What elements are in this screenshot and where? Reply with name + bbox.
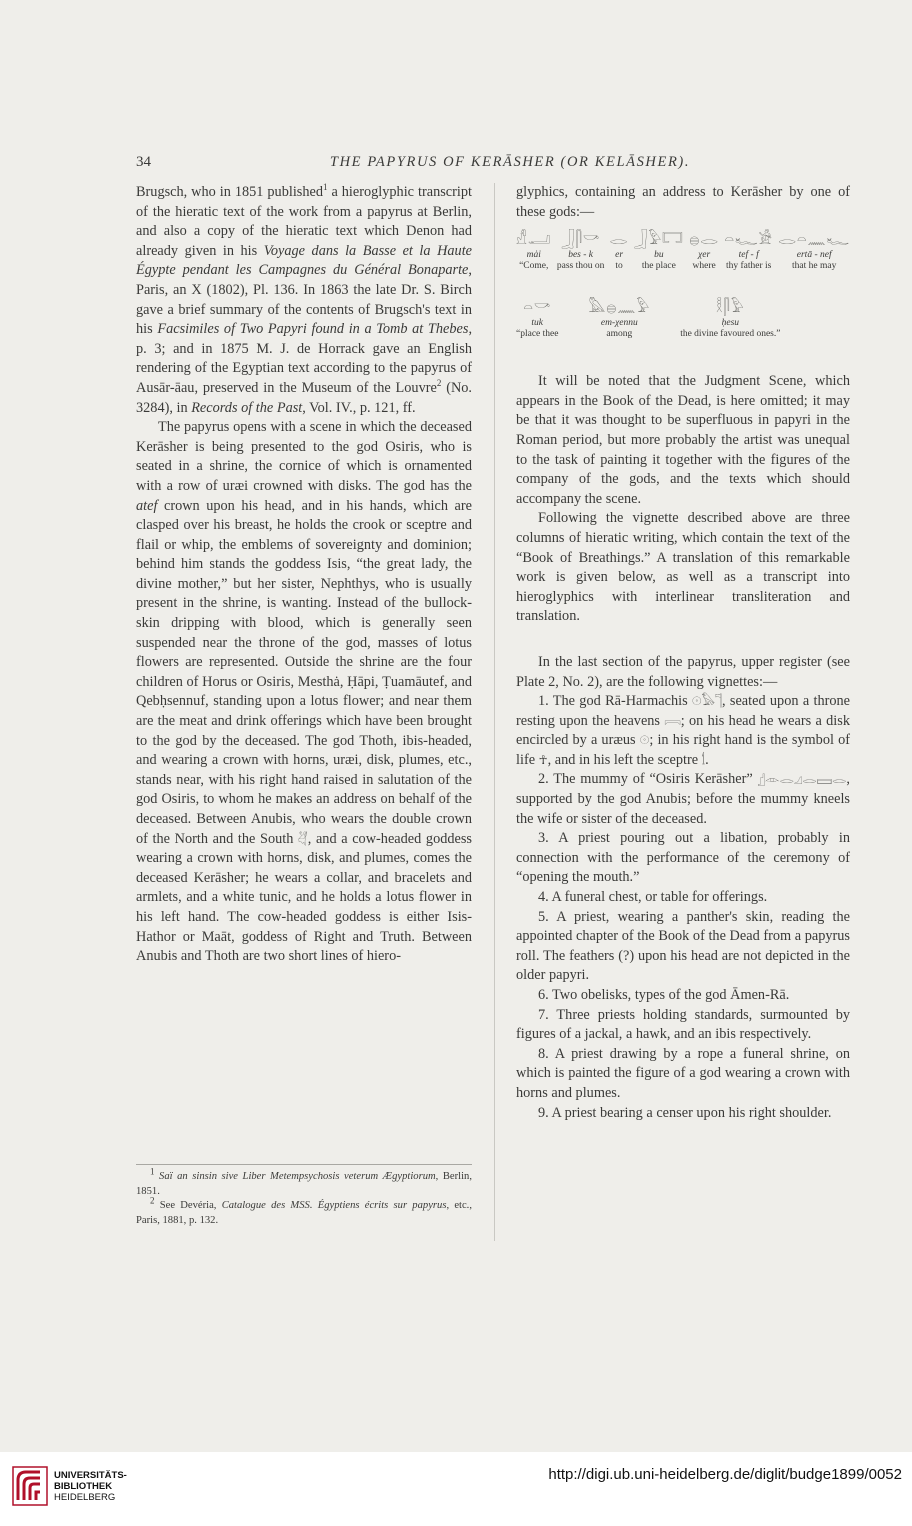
text-run: , supported by the god Anubis; before the mummy kneels the wife or sister of the deceased. [516, 771, 850, 827]
column-divider [494, 183, 495, 1241]
library-logo[interactable] [12, 1466, 127, 1506]
hieroglyph-icon: 𓂋𓏏𓈖𓆑 [778, 230, 850, 249]
text-run: The papyrus opens with a scene in which the deceased Kerāsher is being presented to the god Osiris, who is seated in a shrine, the cornice of which is ornamented with a row of uræi crowned with disks. The god has the [136, 419, 472, 494]
transliteration: χer [698, 250, 711, 261]
inline-hieroglyph-icon: 𓊨𓁹𓂋𓈎𓂋𓈙𓂋 [757, 772, 847, 787]
vignette-item-9 [516, 1104, 850, 1124]
gloss: “Come, [519, 261, 549, 272]
hieroglyph-icon: 𓃀𓅱𓉐 [633, 230, 684, 249]
hieroglyph-icon: 𓂋 [609, 230, 629, 249]
page-number: 34 [136, 154, 151, 170]
text-run: , Paris, an X (1802), Pl. 136. In 1863 the late Dr. S. Birch gave a brief summary of the contents of Brugsch's text in his [136, 262, 472, 338]
hieroglyph-icon: 𓐍𓂋 [689, 230, 720, 249]
text-run: 4. A funeral chest, or table for offerings. [538, 889, 768, 906]
transliteration: tuk [531, 318, 544, 329]
text-run: Saï an sinsin sive Liber Metempsychosis veterum Ægyptiorum [159, 1171, 436, 1182]
paragraph [136, 418, 472, 967]
logo-line: BIBLIOTHEK [54, 1480, 113, 1492]
running-title: THE PAPYRUS OF KERĀSHER (OR KELĀSHER). [329, 154, 691, 170]
text-run: Voyage dans la Basse et la Haute Égypte pendant les Campagnes du Général Bonaparte [136, 242, 473, 279]
transliteration: bes - k [568, 250, 593, 261]
gloss: pass thou on [556, 261, 605, 272]
text-run: 2. The mummy of “Osiris Kerāsher” [538, 771, 758, 788]
gloss: “place thee [516, 329, 559, 340]
hieroglyph-group [516, 228, 551, 272]
text-run: ; on his head he wears a disk encircled by a uræus [516, 712, 850, 749]
paragraph [516, 372, 850, 509]
text-run: 5. A priest, wearing a panther's skin, reading the appointed chapter of the Book of the Dead from a papyrus roll. The feathers (?) upon his head are not depicted in the older papyri. [516, 908, 850, 984]
transliteration: ertā - nef [796, 250, 832, 261]
text-run: See Devéria, [154, 1200, 222, 1211]
gloss: to [615, 261, 623, 272]
gloss: the place [641, 261, 676, 272]
hieroglyph-group [724, 228, 773, 272]
library-logo-icon [12, 1466, 48, 1506]
hieroglyph-icon: 𓃀𓋴𓎡 [561, 230, 601, 249]
right-column [516, 183, 850, 1123]
text-run: crown upon his head, and in his hands, which are clasped over his breast, he holds the crook or sceptre and flail or whip, the emblems of sovereignty and dominion; behind him stands the goddess Isis, “the great lady, the divine mother,” but her sister, Nephthys, who is usually present in the shrine, is wanting. Instead of the bullock-skin dripping with blood, which is generally seen suspended near the throne of the god, masses of lotus flowers are represented. Outside the shrine are the four children of Horus or Osiris, Mesthȧ, Ḥāpi, Ṭuamāutef, and Qebḥsennuf, standing upon a lotus flower; and near them are the meat and drink offerings which have been brought to the god by the deceased. The god Thoth, ibis-headed, and wearing a crown with horns, uræi, disk, plumes, etc., stands near, with his right hand raised in salutation of the god Osiris, to whom he makes an address on behalf of the deceased. Between Anubis, who wears the double crown of the North and the South [136, 497, 472, 847]
text-run: , Vol. IV., p. 121, ff. [302, 399, 416, 416]
text-run: , etc., Paris, 1881, p. 132. [136, 1200, 472, 1226]
paragraph [516, 509, 850, 627]
text-run: 1. The god Rā-Harmachis [538, 693, 692, 710]
vignette-item-1 [516, 692, 850, 770]
hieroglyph-group [634, 228, 684, 272]
text-run: (No. 3284), in [136, 379, 473, 416]
footnote-2 [136, 1195, 472, 1228]
hieroglyph-group [689, 228, 719, 272]
footnotes [136, 1166, 472, 1228]
inline-hieroglyph-icon: 𓇳𓅃𓊹 [691, 694, 722, 709]
footnote-ref[interactable]: 2 [150, 1195, 155, 1206]
text-run: glyphics, containing an address to Kerāsher by one of these gods:— [516, 184, 850, 220]
hieroglyph-group [588, 296, 650, 340]
hieroglyph-group [610, 228, 629, 272]
transliteration: bu [654, 250, 664, 261]
text-run: 7. Three priests holding standards, surmounted by figures of a jackal, a hawk, and an ibis respectively. [516, 1006, 850, 1043]
logo-line: UNIVERSITÄTS- [54, 1469, 127, 1481]
text-run: atef [136, 497, 158, 514]
permalink-url[interactable]: http://digi.ub.uni-heidelberg.de/diglit/budge1899/0052 [548, 1466, 902, 1483]
hieroglyph-icon: 𓏏𓎡 [523, 298, 552, 317]
transliteration: em-χennu [600, 318, 638, 329]
text-run: It will be noted that the Judgment Scene, which appears in the Book of the Dead, is here omitted; it may be that it was thought to be superfluous in papyri in the Roman period, but more probably the artist was unequal to the task of painting it together with the figures of the company of the gods, and the texts which should accompany the scene. [516, 373, 850, 507]
vignette-item-8 [516, 1045, 850, 1104]
footnote-ref[interactable]: 1 [323, 182, 328, 193]
text-run: 3. A priest pouring out a libation, probably in connection with the performance of the ceremony of “opening the mouth.” [516, 830, 850, 886]
gloss: where [692, 261, 716, 272]
vignette-item-5 [516, 908, 850, 986]
hieroglyphic-transcription [516, 226, 850, 362]
transliteration: tef - f [738, 250, 759, 261]
viewer-footer [0, 1452, 912, 1526]
text-run: . [705, 751, 709, 768]
library-logo-text [54, 1470, 127, 1503]
text-run: 9. A priest bearing a censer upon his right shoulder. [538, 1104, 832, 1121]
text-run: , seated upon a throne resting upon the heavens [516, 693, 850, 729]
hieroglyph-icon: 𓀭𓂝 [516, 230, 552, 249]
text-run: 8. A priest drawing by a rope a funeral shrine, on which is painted the figure of a god wearing a crown with horns and plumes. [516, 1045, 850, 1101]
text-run: ; in his right hand is the symbol of life [516, 732, 850, 768]
text-run: Brugsch, who in 1851 published [136, 184, 323, 200]
footnote-rule [136, 1164, 472, 1165]
footnote-ref[interactable]: 1 [150, 1166, 155, 1177]
left-column [136, 183, 472, 967]
text-run: 6. Two obelisks, types of the god Āmen-Rā. [538, 987, 790, 1003]
paragraph [516, 183, 850, 222]
inline-hieroglyph-icon: 𓋖 [298, 831, 308, 846]
inline-hieroglyph-icon: ☥ [538, 752, 548, 767]
transliteration: er [615, 250, 624, 261]
hieroglyph-group [516, 296, 558, 340]
text-run: , and a cow-headed goddess wearing a crown with horns, disk, and plumes, comes the deceased Kerāsher; he wears a collar, and bracelets and armlets, and a white tunic, and he holds a lotus flower in his left hand. The cow-headed goddess is either Isis-Hathor or Maāt, goddess of Right and Truth. Between Anubis and Thoth are two short lines of hiero- [136, 830, 472, 965]
hieroglyph-row-1 [516, 228, 850, 272]
text-run: In the last section of the papyrus, upper register (see Plate 2, No. 2), are the following vignettes:— [516, 653, 850, 690]
hieroglyph-icon: 𓅓𓐍𓈖𓅱 [588, 298, 651, 317]
hieroglyph-group [680, 296, 780, 340]
inline-hieroglyph-icon: 𓇯 [664, 713, 681, 728]
text-run: Records of the Past [191, 399, 303, 416]
transliteration: mȧi [526, 250, 541, 261]
hieroglyph-icon: 𓎛𓋴𓅱 [715, 298, 745, 317]
hieroglyph-row-2 [516, 296, 850, 340]
footnote-ref[interactable]: 2 [436, 378, 442, 389]
text-run: Catalogue des MSS. Égyptiens écrits sur papyrus [221, 1200, 447, 1211]
hieroglyph-group [778, 228, 850, 272]
inline-hieroglyph-icon: 𓌀 [701, 752, 706, 767]
gloss: the divine favoured ones.” [680, 329, 781, 340]
text-run: Facsimiles of Two Papyri found in a Tomb at Thebes [157, 321, 469, 338]
logo-line: HEIDELBERG [54, 1491, 116, 1503]
footnote-1 [136, 1166, 472, 1199]
gloss: that he may [792, 261, 837, 272]
text-run: , Berlin, 1851. [136, 1171, 472, 1197]
transliteration: ḥesu [721, 318, 740, 329]
hieroglyph-icon: 𓏏𓆑𓀀 [724, 230, 773, 249]
text-run: a hieroglyphic transcript of the hieratic text of the work from a papyrus at Berlin, and also a copy of the hieratic text which Denon had already given in his [136, 184, 472, 259]
text-run: , p. 3; and in 1875 M. J. de Horrack gave an English rendering of the Egyptian text according to the papyrus of Ausār-āau, preserved in the Museum of the Louvre [136, 321, 473, 396]
hieroglyph-group [557, 228, 605, 272]
vignette-item-3 [516, 829, 850, 888]
vignette-item-7 [516, 1006, 850, 1045]
inline-hieroglyph-icon: 𓇳 [639, 733, 650, 748]
text-run: Following the vignette described above are three columns of hieratic writing, which contain the text of the “Book of Breathings.” A translation of this remarkable work is given below, as well as a transcript into hieroglyphics with interlinear transliteration and translation. [516, 510, 850, 625]
vignette-item-6 [516, 986, 850, 1006]
gloss: among [606, 329, 633, 340]
vignette-item-2 [516, 770, 850, 829]
paragraph [136, 183, 472, 418]
vignette-item-4 [516, 888, 850, 908]
text-run: , and in his left the sceptre [547, 751, 702, 768]
gloss: thy father is [726, 261, 772, 272]
paragraph [516, 653, 850, 692]
